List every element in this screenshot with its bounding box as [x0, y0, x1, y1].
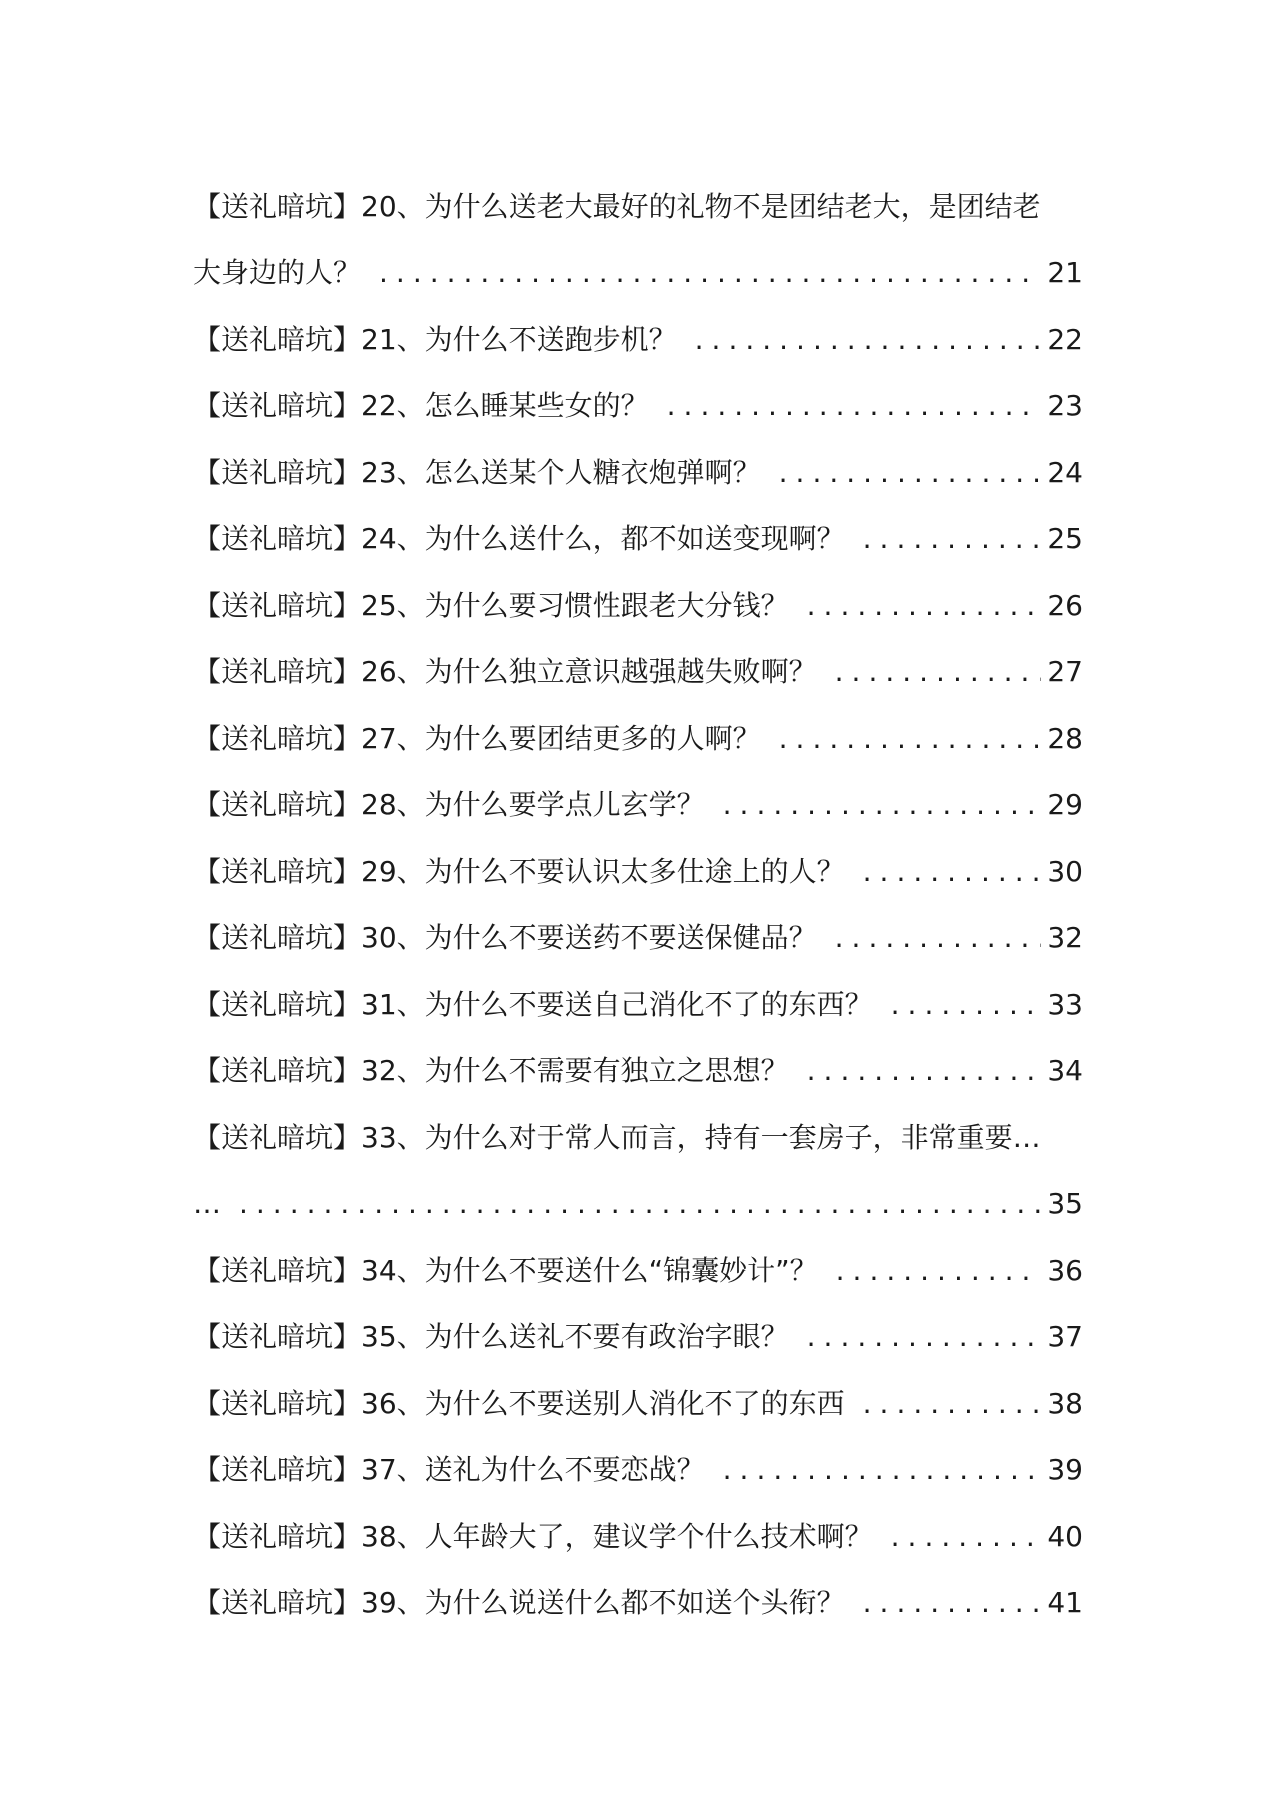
toc-entry-line[interactable] [193, 158, 1083, 225]
toc-entry[interactable] [193, 358, 1083, 425]
toc-entry-title: 【送礼暗坑】29、为什么不要认识太多仕途上的人？ [193, 854, 845, 888]
dot-leader [667, 388, 1042, 424]
toc-entry-title: 【送礼暗坑】27、为什么要团结更多的人啊？ [193, 721, 761, 755]
dot-leader [239, 1186, 1041, 1222]
toc-entry[interactable] [193, 890, 1083, 957]
toc-entry-title: 【送礼暗坑】38、人年龄大了，建议学个什么技术啊？ [193, 1519, 873, 1553]
dot-leader [807, 1319, 1042, 1355]
dot-leader [863, 1585, 1042, 1621]
toc-page-number: 32 [1047, 921, 1083, 954]
toc-entry[interactable] [193, 1355, 1083, 1422]
toc-page-number: 35 [1047, 1187, 1083, 1220]
toc-page-number: 26 [1047, 588, 1083, 622]
dot-leader [863, 854, 1042, 890]
toc-entry-title-continued: … [193, 1187, 221, 1220]
toc-entry[interactable] [193, 291, 1083, 358]
toc-entry[interactable] [193, 1289, 1083, 1356]
toc-entry-title: 【送礼暗坑】21、为什么不送跑步机？ [193, 322, 677, 356]
dot-leader [695, 322, 1042, 358]
toc-entry-line[interactable] [193, 1089, 1083, 1156]
toc-page-number: 29 [1047, 788, 1083, 821]
dot-leader [807, 1053, 1042, 1089]
toc-page-number: 27 [1047, 655, 1083, 688]
table-of-contents [193, 158, 1083, 1621]
toc-entry-title-continued: 大身边的人？ [193, 256, 362, 289]
toc-entry[interactable] [193, 1156, 1083, 1223]
toc-entry-title: 【送礼暗坑】36、为什么不要送别人消化不了的东西 [193, 1386, 845, 1420]
dot-leader [723, 787, 1042, 823]
toc-page-number: 22 [1047, 322, 1083, 356]
toc-entry-title: 【送礼暗坑】24、为什么送什么，都不如送变现啊？ [193, 522, 845, 555]
toc-page-number: 39 [1047, 1453, 1083, 1486]
toc-entry[interactable] [193, 1555, 1083, 1622]
toc-page-number: 41 [1047, 1586, 1083, 1619]
toc-entry[interactable] [193, 1488, 1083, 1555]
toc-entry-title: 【送礼暗坑】25、为什么要习惯性跟老大分钱？ [193, 588, 789, 622]
toc-page-number: 24 [1047, 455, 1083, 489]
dot-leader [723, 1452, 1042, 1488]
toc-entry-title: 【送礼暗坑】39、为什么说送什么都不如送个头衔？ [193, 1586, 845, 1619]
dot-leader [807, 588, 1042, 624]
toc-page-number: 23 [1047, 389, 1083, 422]
dot-leader [835, 920, 1042, 956]
toc-page-number: 28 [1047, 721, 1083, 755]
dot-leader [891, 987, 1042, 1023]
dot-leader [891, 1519, 1042, 1555]
toc-entry-title: 【送礼暗坑】35、为什么送礼不要有政治字眼？ [193, 1320, 789, 1353]
toc-entry-title: 【送礼暗坑】22、怎么睡某些女的？ [193, 389, 649, 422]
dot-leader [779, 721, 1042, 757]
toc-entry[interactable] [193, 1023, 1083, 1090]
toc-page-number: 33 [1047, 987, 1083, 1021]
dot-leader [863, 1386, 1042, 1422]
toc-entry-title: 【送礼暗坑】30、为什么不要送药不要送保健品？ [193, 921, 817, 954]
toc-page-number: 21 [1047, 256, 1083, 289]
toc-entry[interactable] [193, 491, 1083, 558]
toc-entry[interactable] [193, 1222, 1083, 1289]
toc-entry[interactable] [193, 225, 1083, 292]
toc-entry-title: 【送礼暗坑】31、为什么不要送自己消化不了的东西？ [193, 987, 873, 1021]
dot-leader [835, 654, 1042, 690]
toc-entry[interactable] [193, 757, 1083, 824]
toc-entry-title: 【送礼暗坑】20、为什么送老大最好的礼物不是团结老大，是团结老 [193, 189, 1041, 223]
toc-entry-title: 【送礼暗坑】32、为什么不需要有独立之思想？ [193, 1054, 789, 1087]
toc-page-number: 34 [1047, 1054, 1083, 1087]
dot-leader [836, 1253, 1042, 1289]
toc-entry-title: 【送礼暗坑】23、怎么送某个人糖衣炮弹啊？ [193, 455, 761, 489]
toc-entry[interactable] [193, 823, 1083, 890]
toc-entry[interactable] [193, 690, 1083, 757]
dot-leader [779, 455, 1042, 491]
toc-entry[interactable] [193, 557, 1083, 624]
toc-page-number: 38 [1047, 1386, 1083, 1420]
toc-entry-title: 【送礼暗坑】37、送礼为什么不要恋战？ [193, 1453, 705, 1486]
dot-leader [379, 255, 1041, 291]
toc-entry[interactable] [193, 956, 1083, 1023]
toc-entry-title: 【送礼暗坑】28、为什么要学点儿玄学？ [193, 788, 705, 821]
toc-entry[interactable] [193, 1422, 1083, 1489]
dot-leader [863, 521, 1042, 557]
toc-entry-title: 【送礼暗坑】26、为什么独立意识越强越失败啊？ [193, 655, 817, 688]
toc-page-number: 37 [1047, 1320, 1083, 1353]
toc-entry[interactable] [193, 624, 1083, 691]
toc-entry-title: 【送礼暗坑】33、为什么对于常人而言，持有一套房子，非常重要… [193, 1120, 1041, 1154]
toc-entry[interactable] [193, 424, 1083, 491]
toc-page-number: 25 [1047, 522, 1083, 555]
toc-entry-title: 【送礼暗坑】34、为什么不要送什么“锦囊妙计”？ [193, 1253, 818, 1287]
toc-page-number: 30 [1047, 854, 1083, 888]
toc-page-number: 36 [1047, 1253, 1083, 1287]
toc-page-number: 40 [1047, 1519, 1083, 1553]
